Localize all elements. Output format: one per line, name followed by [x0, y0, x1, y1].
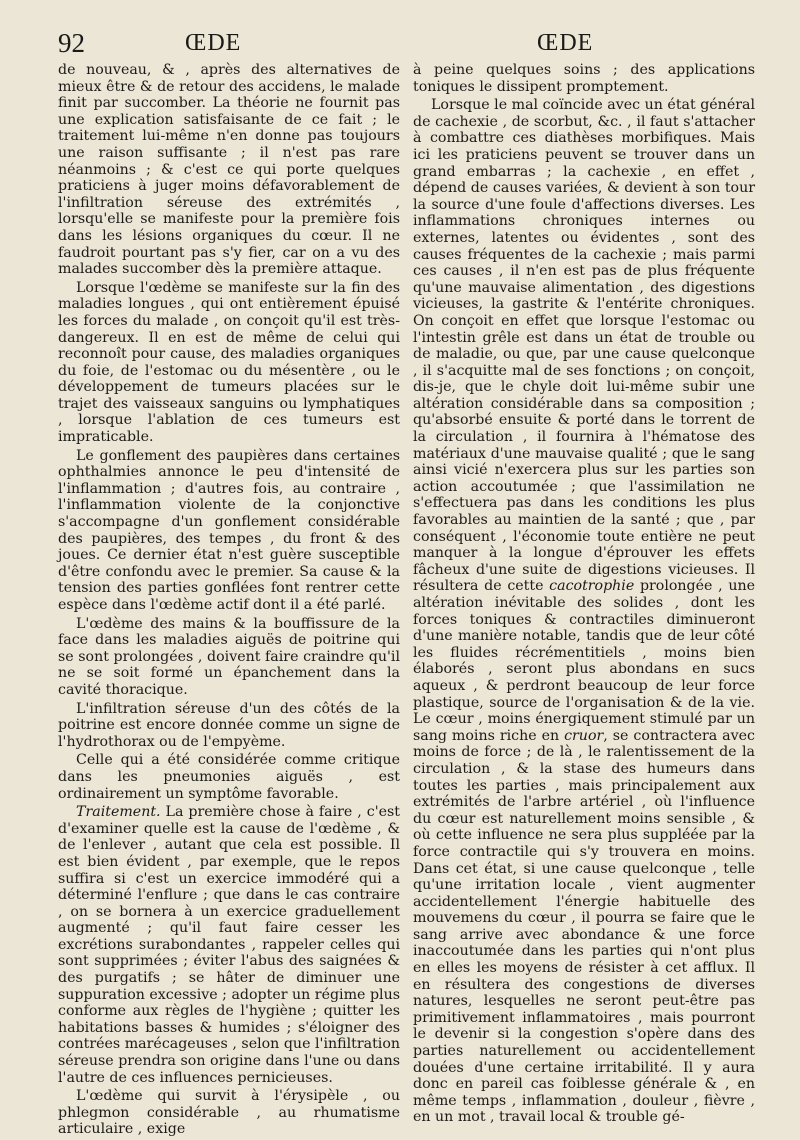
right-paragraph-2-part-b: prolongée , une altération inévitable des solides , dont les forces toniques & contractiles diminueront d'une manière notable, tandis que de leur côté les fluides récrémentitiels , moins bien élaborés , seront plus abondans en sucs aqueux , & perdront beaucoup de leur force plastique, source de l'organisation & de la vie. Le cœur , moins énergiquement stimulé par un sang moins riche en — [413, 578, 755, 744]
right-paragraph-1: à peine quelques soins ; des applications toniques le dissipent promptement. — [413, 62, 755, 95]
left-paragraph-8: L'œdème qui survit à l'érysipèle , ou phlegmon considérable , au rhumatisme articulaire , exige — [58, 1088, 400, 1138]
left-paragraph-3: Le gonflement des paupières dans certaines ophthalmies annonce le peu d'intensité de l'inflammation ; d'autres fois, au contraire , l'inflammation violente de la conjonctive s'accompagne d'un gonflement considérable des paupières, des tempes , du front & des joues. Ce dernier état n'est guère susceptible d'être confondu avec le premier. Sa cause & la tension des parties gonflées font rentrer cette espèce dans l'œdème actif dont il a été parlé. — [58, 447, 400, 613]
left-paragraph-treatment — [58, 804, 400, 1086]
italic-term-cruor: cruor — [564, 727, 604, 744]
running-head-right: ŒDE — [537, 30, 594, 56]
right-paragraph-2 — [413, 97, 755, 1126]
italic-term-cacotrophie: cacotrophie — [549, 578, 635, 595]
right-column — [413, 62, 755, 1128]
page-number: 92 — [58, 28, 85, 58]
left-paragraph-6: Celle qui a été considérée comme critique dans les pneumonies aiguës , est ordinairement un symptôme favorable. — [58, 752, 400, 802]
right-paragraph-2-part-c: , se contractera avec moins de force ; de là , le ralentissement de la circulation , & la stase des humeurs dans toutes les parties , mais principalement aux extrémités de l'arbre artériel , où l'influence du cœur est naturellement moins sensible , & où cette influence ne sera plus suppléée par la force contractile qui s'y trouvera en moins. Dans cet état, si une cause quelconque , telle qu'une irritation locale , vient augmenter accidentellement l'énergie habituelle des mouvemens du cœur , il pourra se faire que le sang arrive avec abondance & une force inaccoutumée dans les parties qui n'ont plus en elles les moyens de résister à cet afflux. Il en résultera des congestions de diverses natures, lesquelles ne seront peut-être pas primitivement inflammatoires , mais pourront le devenir si la congestion s'opère dans des parties naturellement ou accidentellement douées d'une certaine irritabilité. Il y aura donc en pareil cas foiblesse générale & , en même temps , inflammation , douleur , fièvre , en un mot , travail local & trouble gé- — [413, 727, 756, 1126]
page-header — [0, 28, 800, 64]
right-paragraph-2-part-a: Lorsque le mal coïncide avec un état général de cachexie , de scorbut, &c. , il faut s'attacher à combattre ces diathèses morbifiques. Mais ici les praticiens peuvent se trouver dans un grand embarras ; la cachexie , en effet , dépend de causes variées, & devient à son tour la source d'une foule d'affections diverses. Les inflammations chroniques internes ou externes, latentes ou évidentes , sont des causes fréquentes de la cachexie ; mais parmi ces causes , il n'en est pas de plus fréquente qu'une mauvaise alimentation , des digestions vicieuses, la gastrite & l'entérite chroniques. On conçoit en effet que lorsque l'estomac ou l'intestin grêle est dans un état de trouble ou de maladie, ou que, par une cause quelconque , il s'acquitte mal de ses fonctions ; on conçoit, dis-je, que le chyle doit lui-même subir une altération considérable dans sa composition ; qu'absorbé ensuite & porté dans le torrent de la circulation , il fournira à l'hématose des matériaux d'une mauvaise qualité ; que le sang ainsi vicié n'exercera plus sur les parties son action accoutumée ; que l'assimilation ne s'effectuera pas dans les conditions les plus favorables au maintien de la santé ; que , par conséquent , l'économie toute entière ne peut manquer à la longue d'éprouver les effets fâcheux d'une suite de digestions vicieuses. Il résultera de cette — [413, 97, 755, 595]
left-paragraph-2: Lorsque l'œdème se manifeste sur la fin des maladies longues , qui ont entièrement épuisé les forces du malade , on conçoit qu'il est très-dangereux. Il en est de même de celui qui reconnoît pour cause, des maladies organiques du foie, de l'estomac ou du mésentère , ou le développement de tumeurs placées sur le trajet des vaisseaux sanguins ou lymphatiques , lorsque l'ablation de ces tumeurs est impraticable. — [58, 279, 400, 446]
left-paragraph-1: de nouveau, & , après des alternatives de mieux être & de retour des accidens, le malade finit par succomber. La théorie ne fournit pas une explication satisfaisante de ce fait ; le traitement lui-même n'en donne pas toujours une raison suffisante ; il n'est pas rare néanmoins ; & c'est ce qui porte quelques praticiens à juger moins défavorablement de l'infiltration séreuse des extrémités , lorsqu'elle se manifeste pour la première fois dans les lésions organiques du cœur. Il ne faudroit pourtant pas s'y fier, car on a vu des malades succomber dès la première attaque. — [58, 62, 400, 278]
treatment-heading: Traitement. — [76, 804, 161, 821]
left-paragraph-5: L'infiltration séreuse d'un des côtés de la poitrine est encore donnée comme un signe de l'hydrothorax ou de l'empyème. — [58, 700, 400, 750]
left-column — [58, 62, 400, 1140]
treatment-text: La première chose à faire , c'est d'examiner quelle est la cause de l'œdème , & de l'enlever , autant que cela est possible. Il est bien évident , par exemple, que le repos suffira si c'est un exercice immodéré qui a déterminé l'enflure ; que dans le cas contraire , on se bornera à un exercice graduellement augmenté ; qu'il faut faire cesser les excrétions surabondantes , rappeler celles qui sont supprimées ; éviter l'abus des saignées & des purgatifs ; se hâter de diminuer une suppuration excessive ; adopter un régime plus conforme aux règles de l'hygiène ; quitter les habitations basses & humides ; s'éloigner des contrées marécageuses , selon que l'infiltration séreuse prendra son origine dans l'une ou dans l'autre de ces influences pernicieuses. — [58, 804, 400, 1086]
running-head-left: ŒDE — [185, 30, 242, 56]
left-paragraph-4: L'œdème des mains & la bouffissure de la face dans les maladies aiguës de poitrine qui se sont prolongées , doivent faire craindre qu'il ne se soit formé un épanchement dans la cavité thoracique. — [58, 615, 400, 698]
